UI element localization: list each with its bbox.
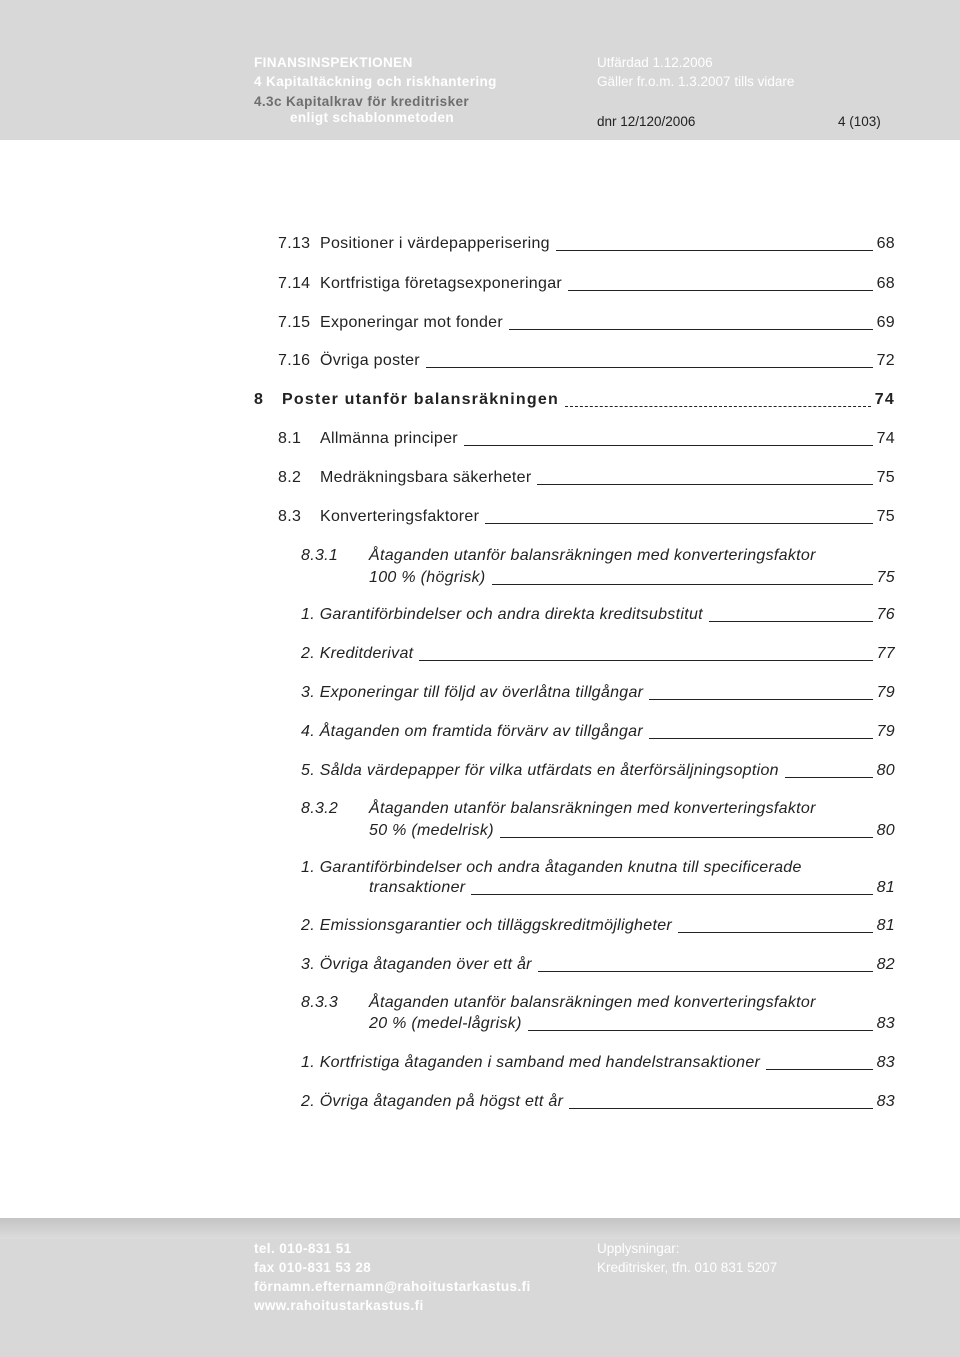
footer-email[interactable]: förnamn.efternamn@rahoitustarkastus.fi <box>254 1279 531 1294</box>
toc-leader <box>426 366 873 368</box>
page-footer <box>0 1218 960 1357</box>
toc-title: Positioner i värdepapperisering <box>320 235 550 252</box>
toc-leader <box>509 328 873 330</box>
toc-leader <box>649 737 873 739</box>
toc-page: 74 <box>874 391 895 408</box>
toc-number: 7.16 <box>278 352 311 369</box>
toc-leader <box>464 444 873 446</box>
toc-leader <box>785 776 873 778</box>
toc-title: 5. Sålda värdepapper för vilka utfärdats en återförsäljningsoption <box>301 762 779 779</box>
toc-title: 1. Garantiförbindelser och andra direkta kreditsubstitut <box>301 606 703 623</box>
footer-info-value: Kreditrisker, tfn. 010 831 5207 <box>597 1260 778 1275</box>
toc-title: Åtaganden utanför balansräkningen med konverteringsfaktor <box>369 994 816 1011</box>
toc-subsection-entry[interactable] <box>301 799 895 841</box>
toc-title: 1. Kortfristiga åtaganden i samband med handelstransaktioner <box>301 1054 761 1071</box>
header-issued: Utfärdad 1.12.2006 <box>597 55 713 70</box>
toc-leader <box>419 659 872 661</box>
toc-page: 69 <box>876 314 895 331</box>
toc-title: Konverteringsfaktorer <box>320 508 480 525</box>
toc-title: Poster utanför balansräkningen <box>282 391 559 408</box>
toc-page: 81 <box>876 879 895 896</box>
toc-title: Kortfristiga företagsexponeringar <box>320 275 563 292</box>
footer-info-label: Upplysningar: <box>597 1241 680 1256</box>
toc-page: 72 <box>876 352 895 369</box>
toc-title: 3. Exponeringar till följd av överlåtna tillgångar <box>301 684 644 701</box>
toc-leader <box>538 970 873 972</box>
toc-title: Övriga poster <box>320 352 420 369</box>
toc-page: 76 <box>876 606 895 623</box>
toc-leader <box>568 289 873 291</box>
toc-title: 4. Åtaganden om framtida förvärv av tillgångar <box>301 723 643 740</box>
toc-leader <box>556 249 873 251</box>
toc-title: Allmänna principer <box>320 430 458 447</box>
header-chapter: 4 Kapitaltäckning och riskhantering <box>254 74 497 89</box>
header-org: FINANSINSPEKTIONEN <box>254 55 413 70</box>
toc-number: 8 <box>254 391 265 408</box>
toc-leader <box>485 522 872 524</box>
toc-number: 7.14 <box>278 275 311 292</box>
toc-number: 7.13 <box>278 235 311 252</box>
page-header <box>0 0 960 140</box>
header-subsection: enligt schablonmetoden <box>290 110 455 125</box>
toc-leader <box>528 1029 873 1031</box>
toc-page: 80 <box>876 822 895 839</box>
toc-title: Åtaganden utanför balansräkningen med konverteringsfaktor <box>369 547 816 564</box>
toc-subsection-entry[interactable] <box>301 993 895 1035</box>
toc-item-entry[interactable] <box>301 858 895 900</box>
toc-title: 2. Övriga åtaganden på högst ett år <box>301 1093 564 1110</box>
toc-leader <box>709 620 873 622</box>
toc-page: 68 <box>876 275 895 292</box>
toc-leader <box>649 698 872 700</box>
toc-page: 79 <box>876 684 895 701</box>
toc-page: 83 <box>876 1093 895 1110</box>
toc-page: 81 <box>876 917 895 934</box>
toc-leader <box>565 405 871 407</box>
toc-number: 8.3.2 <box>301 800 339 817</box>
toc-leader <box>500 836 873 838</box>
toc-title-continued: 20 % (medel-lågrisk) <box>369 1015 522 1032</box>
toc-page: 75 <box>876 569 895 586</box>
toc-title: 3. Övriga åtaganden över ett år <box>301 956 532 973</box>
header-section: 4.3c Kapitalkrav för kreditrisker <box>254 94 470 109</box>
toc-number: 8.2 <box>278 469 302 486</box>
toc-title: Exponeringar mot fonder <box>320 314 504 331</box>
header-valid: Gäller fr.o.m. 1.3.2007 tills vidare <box>597 74 795 89</box>
footer-tel: tel. 010-831 51 <box>254 1241 352 1256</box>
toc-leader <box>537 483 872 485</box>
toc-title: Medräkningsbara säkerheter <box>320 469 532 486</box>
header-dnr: dnr 12/120/2006 <box>597 114 696 129</box>
toc-leader <box>678 931 873 933</box>
toc-title: 1. Garantiförbindelser och andra åtaganden knutna till specificerade <box>301 859 802 876</box>
header-page-number: 4 (103) <box>838 114 881 129</box>
toc-title-continued: 100 % (högrisk) <box>369 569 486 586</box>
toc-number: 8.3.3 <box>301 994 339 1011</box>
toc-leader <box>471 893 872 895</box>
toc-number: 7.15 <box>278 314 311 331</box>
toc-page: 74 <box>876 430 895 447</box>
toc-page: 79 <box>876 723 895 740</box>
toc-leader <box>492 583 873 585</box>
toc-title: 2. Kreditderivat <box>301 645 414 662</box>
toc-number: 8.1 <box>278 430 302 447</box>
toc-page: 77 <box>876 645 895 662</box>
footer-fax: fax 010-831 53 28 <box>254 1260 372 1275</box>
toc-leader <box>766 1068 872 1070</box>
toc-title: Åtaganden utanför balansräkningen med konverteringsfaktor <box>369 800 816 817</box>
toc-page: 68 <box>876 235 895 252</box>
toc-page: 83 <box>876 1015 895 1032</box>
toc-page: 83 <box>876 1054 895 1071</box>
toc-page: 75 <box>876 508 895 525</box>
toc-title: 2. Emissionsgarantier och tilläggskreditmöjligheter <box>301 917 673 934</box>
toc-leader <box>569 1107 872 1109</box>
toc-title-continued: 50 % (medelrisk) <box>369 822 494 839</box>
footer-website[interactable]: www.rahoitustarkastus.fi <box>254 1298 424 1313</box>
toc-number: 8.3 <box>278 508 302 525</box>
toc-page: 80 <box>876 762 895 779</box>
footer-stripe <box>0 1218 960 1239</box>
toc-page: 75 <box>876 469 895 486</box>
toc-title-continued: transaktioner <box>369 879 466 896</box>
toc-number: 8.3.1 <box>301 547 339 564</box>
toc-page: 82 <box>876 956 895 973</box>
toc-subsection-entry[interactable] <box>301 546 895 588</box>
